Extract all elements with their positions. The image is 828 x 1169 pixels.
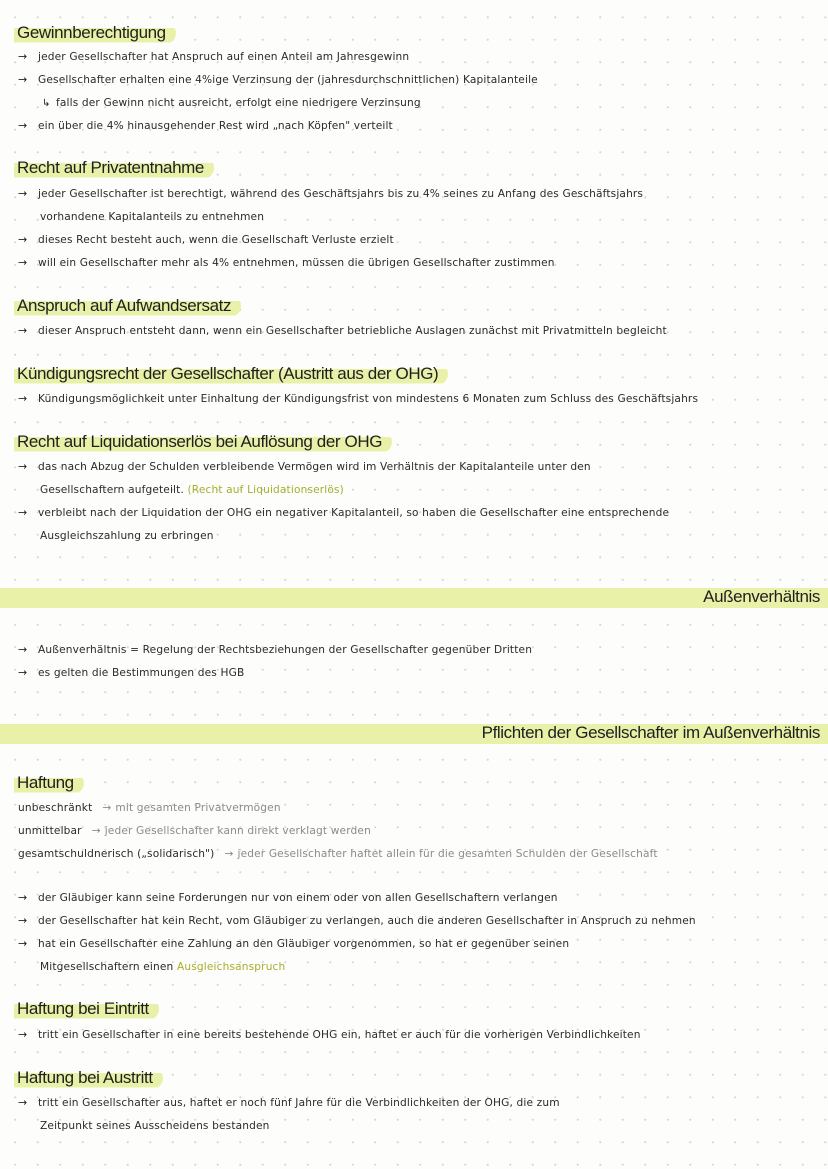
arrow-icon: → [91,825,101,837]
arrow-icon: → [18,1096,28,1109]
arrow-icon: → [18,643,28,656]
bullet-text: tritt ein Gesellschafter in eine bereits bestehende OHG ein, haftet er auch für die vorherigen Verbindlichkeiten [38,1029,641,1041]
heading-liquidationserloes [14,431,392,453]
arrow-icon: → [18,233,28,246]
bullet-gewinn-2 [18,72,538,88]
bullet-privat-1-cont [40,209,264,225]
bullet-text: will ein Gesellschafter mehr als 4% entnehmen, müssen die übrigen Gesellschafter zustimmen [38,257,555,269]
arrow-icon: → [18,914,28,927]
bullet-text: das nach Abzug der Schulden verbleibende Vermögen wird im Verhältnis der Kapitalanteile unter den [38,461,591,473]
bullet-aussen-2 [18,665,244,681]
arrow-icon: → [18,666,28,679]
arrow-icon: → [18,73,28,86]
bullet-text: Ausgleichszahlung zu erbringen [40,530,214,542]
bullet-text: verbleibt nach der Liquidation der OHG ein negativer Kapitalanteil, so haben die Gesellschafter eine entsprechende [38,507,670,519]
bullet-liquidation-2-cont [40,528,214,544]
bullet-text: der Gläubiger kann seine Forderungen nur von einem oder von allen Gesellschaftern verlangen [38,892,558,904]
bullet-text: Außenverhältnis = Regelung der Rechtsbeziehungen der Gesellschafter gegenüber Dritten [38,644,533,656]
heading-highlight: Kündigungsrecht der Gesellschafter (Austritt aus der OHG) [14,363,448,385]
term-description: jeder Gesellschafter haftet allein für die gesamten Schulden der Gesellschaft [237,848,658,860]
bullet-gewinn-3 [18,118,393,134]
bullet-haftung-2 [18,913,696,929]
arrow-icon: → [18,119,28,132]
bullet-austritt-1-cont [40,1118,270,1134]
arrow-icon: → [18,506,28,519]
highlight-note: Ausgleichsanspruch [176,961,286,973]
heading-gewinnberechtigung [14,22,176,44]
term-unbeschraenkt [18,800,281,816]
heading-haftung-eintritt [14,998,159,1020]
bullet-text: ein über die 4% hinausgehender Rest wird „nach Köpfen" verteilt [38,120,393,132]
arrow-icon: → [18,937,28,950]
term-label: gesamtschuldnerisch („solidarisch") [18,848,215,860]
bullet-text: jeder Gesellschafter ist berechtigt, während des Geschäftsjahrs bis zu 4% seines zu Anfang des Geschäftsjahrs [38,188,644,200]
band-title-pflichten: Pflichten der Gesellschafter im Außenverhältnis [481,723,820,742]
bullet-liquidation-1 [18,459,591,475]
arrow-icon: → [18,1028,28,1041]
bullet-liquidation-1-cont [40,482,344,498]
arrow-icon: → [18,891,28,904]
bullet-text: Mitgesellschaftern einen [40,961,174,973]
arrow-icon: → [18,187,28,200]
heading-highlight: Haftung bei Austritt [14,1067,163,1089]
arrow-icon: → [102,802,112,814]
bullet-liquidation-2 [18,505,669,521]
bullet-kuendigung-1 [18,391,698,407]
bullet-text: vorhandene Kapitalanteils zu entnehmen [40,211,265,223]
term-description: jeder Gesellschafter kann direkt verklagt werden [104,825,371,837]
heading-aufwandsersatz [14,295,241,317]
bullet-text: der Gesellschafter hat kein Recht, vom Gläubiger zu verlangen, auch die anderen Gesellschafter in Anspruch zu nehmen [38,915,696,927]
band-title-aussenverhaeltnis: Außenverhältnis [703,587,820,606]
arrow-icon: → [224,848,234,860]
term-description: mit gesamten Privatvermögen [115,802,281,814]
bullet-text: dieses Recht besteht auch, wenn die Gesellschaft Verluste erzielt [38,234,394,246]
term-label: unbeschränkt [18,802,93,814]
bullet-text: falls der Gewinn nicht ausreicht, erfolgt eine niedrigere Verzinsung [56,97,421,109]
bullet-haftung-3-cont [40,959,285,975]
heading-haftung-austritt [14,1067,163,1089]
bullet-aufwand-1 [18,323,667,339]
bullet-eintritt-1 [18,1027,641,1043]
arrow-icon: → [18,460,28,473]
bullet-haftung-3 [18,936,569,952]
bullet-gewinn-1 [18,49,409,65]
bullet-haftung-1 [18,890,558,906]
heading-highlight: Recht auf Privatentnahme [14,157,214,179]
term-gesamtschuldnerisch [18,846,658,862]
heading-highlight: Recht auf Liquidationserlös bei Auflösung der OHG [14,431,392,453]
heading-privatentnahme [14,157,214,179]
bullet-text: Zeitpunkt seines Ausscheidens bestanden [40,1120,270,1132]
bullet-text: jeder Gesellschafter hat Anspruch auf einen Anteil am Jahresgewinn [38,51,410,63]
bullet-text: dieser Anspruch entsteht dann, wenn ein Gesellschafter betriebliche Auslagen zunächst mit Privatmitteln begleicht [38,325,667,337]
term-label: unmittelbar [18,825,82,837]
bullet-text: Gesellschaftern aufgeteilt. [40,484,184,496]
bullet-privat-2 [18,232,394,248]
bullet-privat-1 [18,186,643,202]
bullet-privat-3 [18,255,555,271]
term-unmittelbar [18,823,371,839]
arrow-icon: → [18,392,28,405]
heading-highlight: Anspruch auf Aufwandsersatz [14,295,241,317]
bullet-text: hat ein Gesellschafter eine Zahlung an den Gläubiger vorgenommen, so hat er gegenüber seinen [38,938,570,950]
bullet-aussen-1 [18,642,532,658]
heading-kuendigungsrecht [14,363,448,385]
bullet-text: tritt ein Gesellschafter aus, haftet er noch fünf Jahre für die Verbindlichkeiten der OHG, die zum [38,1097,560,1109]
arrow-icon: → [18,256,28,269]
heading-highlight: Haftung bei Eintritt [14,998,159,1020]
sub-arrow-icon: ↳ [42,98,51,109]
arrow-icon: → [18,324,28,337]
arrow-icon: → [18,50,28,63]
bullet-text: Kündigungsmöglichkeit unter Einhaltung der Kündigungsfrist von mindestens 6 Monaten zum Schluss des Geschäftsjahrs [38,393,699,405]
sub-bullet-gewinn-2 [42,95,421,112]
heading-highlight: Gewinnberechtigung [14,22,176,44]
bullet-text: es gelten die Bestimmungen des HGB [38,667,245,679]
heading-haftung [14,772,84,794]
bullet-text: Gesellschafter erhalten eine 4%ige Verzinsung der (jahresdurchschnittlichen) Kapitalanteile [38,74,538,86]
heading-highlight: Haftung [14,772,84,794]
highlight-note: (Recht auf Liquidationserlös) [187,484,344,496]
bullet-austritt-1 [18,1095,560,1111]
